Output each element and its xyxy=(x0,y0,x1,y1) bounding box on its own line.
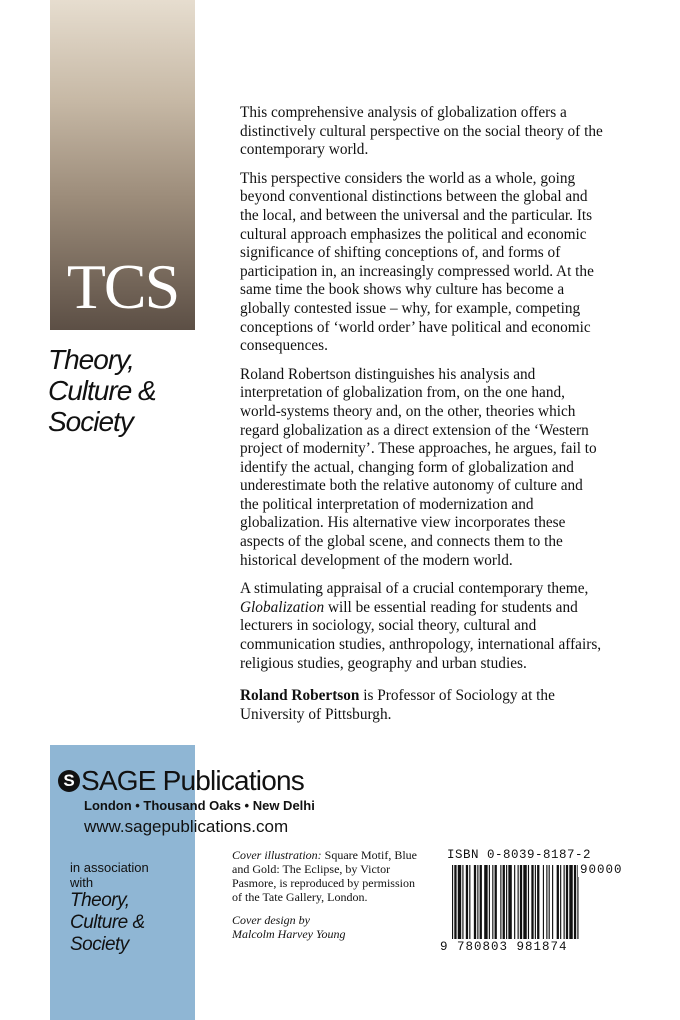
barcode-bar xyxy=(569,865,572,939)
barcode-bar xyxy=(528,865,529,939)
barcode-bar xyxy=(531,865,533,939)
barcode-bar xyxy=(574,865,576,939)
sage-logo xyxy=(58,764,315,798)
barcode-bar xyxy=(503,865,505,939)
illustration-credit xyxy=(232,848,422,904)
illustration-text: Square Motif, Blue and Gold: The Eclipse, by Victor Pasmore, is reproduced by permission of the Tate Gallery, London. xyxy=(232,848,417,904)
association-series-3: Society xyxy=(70,934,129,955)
barcode-bar xyxy=(495,865,497,939)
barcode-bar xyxy=(480,865,482,939)
series-line-1: Theory, xyxy=(48,344,134,375)
blurb-p4-rest: will be essential reading for students and lecturers in sociology, social theory, cultural and communication studies, anthropology, international affairs, religious studies, geography and urban studies. xyxy=(240,598,602,672)
publisher-block xyxy=(58,764,315,837)
blurb-paragraph-4 xyxy=(240,580,605,673)
barcode-bar xyxy=(474,865,476,939)
association-line-1: in association xyxy=(70,860,149,875)
author-name: Roland Robertson xyxy=(240,687,360,705)
barcode-bar xyxy=(458,865,461,939)
barcode-bar xyxy=(543,865,544,939)
barcode-bar xyxy=(452,865,453,939)
barcode-bar xyxy=(523,865,526,939)
tcs-logo: TCS xyxy=(66,251,179,322)
series-title xyxy=(48,344,156,437)
barcode xyxy=(450,865,630,945)
barcode-bar xyxy=(560,865,561,939)
barcode-bar xyxy=(537,865,539,939)
designer-name: Malcolm Harvey Young xyxy=(232,927,346,941)
cover-credits xyxy=(232,848,422,950)
barcode-bar xyxy=(454,865,456,939)
publisher-cities: London • Thousand Oaks • New Delhi xyxy=(84,798,315,813)
association-line-2: with xyxy=(70,875,94,890)
blurb-paragraph-3: Roland Robertson distinguishes his analysis and interpretation of globalization from, on the one hand, world-systems theory and, on the other, theories which regard globalization as a direct extension of the ‘Western project of modernity’. These approaches, he argues, fail to identify the actual, changing form of globalization and underestimate both the relative autonomy of culture and the political interpretation of modernization and globalization. His alternative view incorporates these aspects of the global scene, and connects them to the historical development of the modern world. xyxy=(240,365,597,569)
blurb-paragraph-1: This comprehensive analysis of globalization offers a distinctively cultural perspective on the social theory of the contemporary world. xyxy=(240,104,603,159)
barcode-bar xyxy=(566,865,568,939)
barcode-bar xyxy=(549,865,550,939)
barcode-bar xyxy=(518,865,519,939)
barcode-bar xyxy=(557,865,559,939)
design-label: Cover design by xyxy=(232,913,310,927)
association-series-1: Theory, xyxy=(70,890,130,911)
barcode-bar xyxy=(564,865,565,939)
barcode-bar xyxy=(506,865,507,939)
price-addon: 90000 xyxy=(580,863,623,877)
book-title: Globalization xyxy=(240,598,325,616)
blurb-p4-lead: A stimulating appraisal of a crucial contemporary theme, xyxy=(240,580,589,598)
publisher-website: www.sagepublications.com xyxy=(84,817,289,836)
barcode-bar xyxy=(489,865,490,939)
barcode-bar xyxy=(552,865,553,939)
author-bio-text: is Professor of Sociology at the University of Pittsburgh. xyxy=(240,687,555,723)
sage-logo-icon: S xyxy=(58,770,80,792)
series-line-3: Society xyxy=(48,406,133,437)
design-credit xyxy=(232,913,422,941)
blurb-paragraph-2: This perspective considers the world as a whole, going beyond conventional distinctions between the global and the local, and between the universal and the particular. Its cultural approach emphasizes the political and economic significance of shifting conceptions of, and forms of participation in, an increasingly compressed world. At the same time the book shows why culture has become a globally contested issue – why, for example, competing conceptions of ‘world order’ have political and economic consequences. xyxy=(240,169,594,355)
association-series-2: Culture & xyxy=(70,912,145,933)
illustration-label: Cover illustration: xyxy=(232,848,322,862)
barcode-bar xyxy=(508,865,511,939)
barcode-bar xyxy=(492,865,493,939)
barcode-bar xyxy=(466,865,468,939)
barcode-bar xyxy=(469,865,470,939)
publisher-name: SAGE Publications xyxy=(81,765,304,796)
barcode-bar xyxy=(462,865,463,939)
ean-number: 9 780803 981874 xyxy=(440,940,568,954)
association-block xyxy=(70,860,149,956)
barcode-bar xyxy=(535,865,536,939)
barcode-bar xyxy=(514,865,515,939)
isbn-label: ISBN 0-8039-8187-2 xyxy=(447,848,592,862)
barcode-bar xyxy=(520,865,522,939)
barcode-bar xyxy=(546,865,547,939)
barcode-bar xyxy=(477,865,478,939)
author-bio xyxy=(240,687,605,724)
series-line-2: Culture & xyxy=(48,375,156,406)
barcode-bar xyxy=(484,865,487,939)
barcode-bar xyxy=(500,865,501,939)
back-cover-blurb xyxy=(240,104,605,734)
